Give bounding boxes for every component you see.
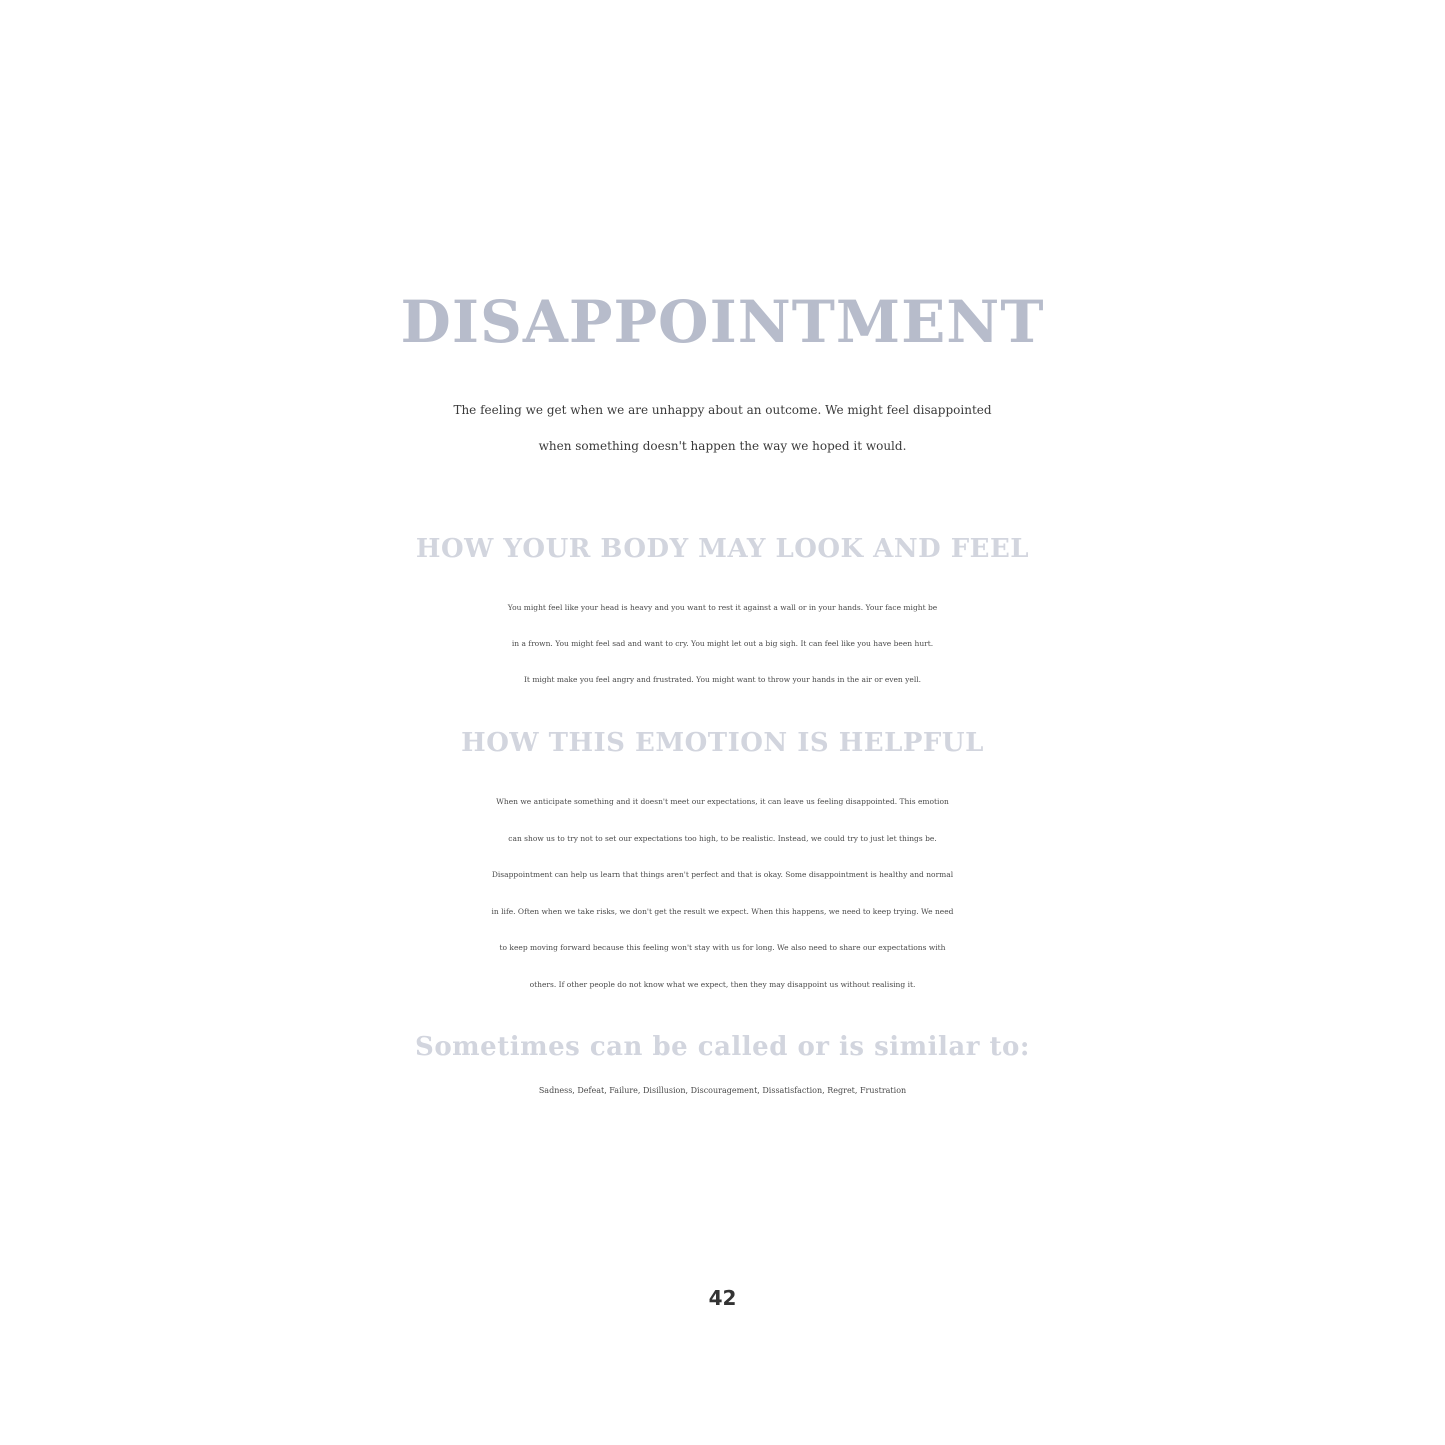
paragraph-line: can show us to try not to set our expectations too high, to be realistic. Instead, we could try to just let things be.: [508, 833, 937, 843]
section-heading-body: HOW YOUR BODY MAY LOOK AND FEEL: [415, 534, 1030, 564]
helpful-paragraph: [60, 784, 1385, 1003]
body-paragraph: [60, 590, 1385, 698]
section-heading-helpful: HOW THIS EMOTION IS HELPFUL: [461, 728, 984, 758]
paragraph-line: in a frown. You might feel sad and want to cry. You might let out a big sigh. It can feel like you have been hurt.: [511, 639, 934, 648]
definition-line: when something doesn't happen the way we hoped it would.: [538, 439, 907, 453]
definition-line: The feeling we get when we are unhappy about an outcome. We might feel disappointed: [453, 403, 992, 417]
definition-text: [100, 392, 1345, 464]
paragraph-line: to keep moving forward because this feeling won't stay with us for long. We also need to share our expectations with: [499, 943, 946, 952]
paragraph-line: When we anticipate something and it doesn't meet our expectations, it can leave us feeling disappointed. This emotion: [496, 797, 949, 806]
paragraph-line: others. If other people do not know what we expect, then they may disappoint us without realising it.: [529, 979, 916, 989]
section-heading-similar: Sometimes can be called or is similar to:: [415, 1032, 1030, 1062]
similar-words-list: Sadness, Defeat, Failure, Disillusion, Discouragement, Dissatisfaction, Regret, Frustration: [538, 1086, 907, 1095]
page-title: DISAPPOINTMENT: [400, 288, 1045, 356]
paragraph-line: in life. Often when we take risks, we don't get the result we expect. When this happens, we need to keep trying. We need: [491, 906, 954, 916]
paragraph-line: It might make you feel angry and frustrated. You might want to throw your hands in the air or even yell.: [523, 675, 922, 684]
paragraph-line: You might feel like your head is heavy and you want to rest it against a wall or in your hands. Your face might be: [507, 603, 938, 612]
paragraph-line: Disappointment can help us learn that things aren't perfect and that is okay. Some disappointment is healthy and normal: [491, 870, 954, 879]
page-number: 42: [708, 1286, 737, 1310]
